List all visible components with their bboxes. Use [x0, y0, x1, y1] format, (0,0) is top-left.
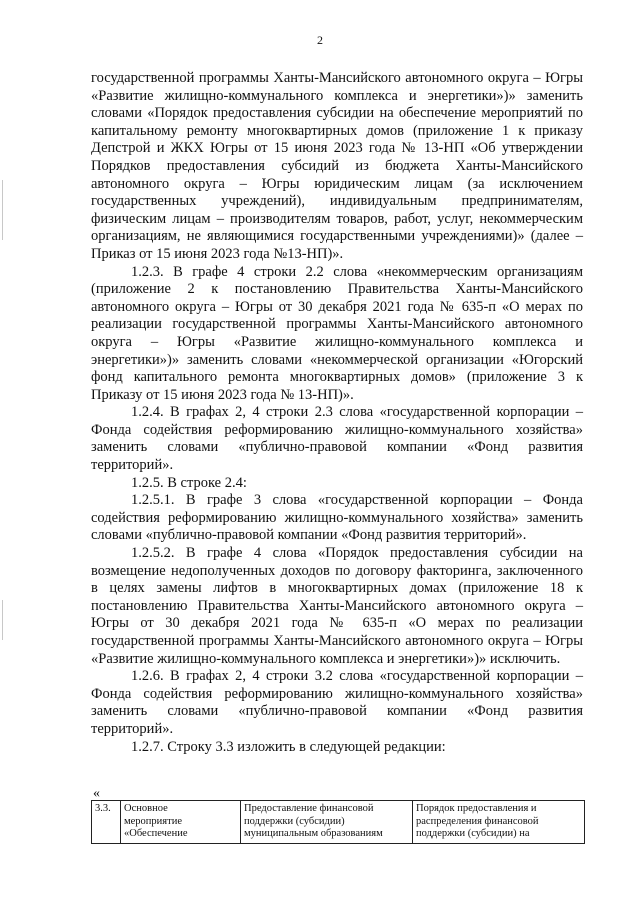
cell-line: Предоставление финансовой	[244, 803, 374, 814]
cell-line: «Обеспечение	[124, 828, 188, 839]
cell-line: Основное	[124, 803, 168, 814]
cell-line: муниципальным образованиям	[244, 828, 383, 839]
opening-quote-mark: «	[93, 786, 100, 801]
page-number: 2	[317, 33, 323, 47]
cell-line: поддержки (субсидии)	[244, 815, 345, 827]
cell-line: распределения финансовой	[416, 815, 539, 827]
paragraph-continuation: государственной программы Ханты-Мансийского автономного округа – Югры «Развитие жилищно-коммунального комплекса и энергетики»)» заменить словами «Порядок предоставления субсидии на обеспечение мероприятий по капитальному ремонту многоквартирных домов (приложение 1 к приказу Депстрой и ЖКХ Югры от 15 июня 2023 года № 13-НП «Об утверждении Порядков предоставления субсидий из бюджета Ханты-Мансийского автономного округа – Югры юридическим лицам (за исключением государственных учреждений), индивидуальным предпринимателям, физическим лицам – производителям товаров, работ, услуг, некоммерческим организациям, не являющимися государственными учреждениями)» (далее – Приказ от 15 июня 2023 года №13-НП)».	[91, 70, 583, 262]
scan-edge-mark	[2, 600, 3, 640]
paragraph-1-2-7: 1.2.7. Строку 3.3 изложить в следующей редакции:	[131, 738, 446, 755]
regulation-cell	[413, 801, 585, 844]
paragraph-1-2-5: 1.2.5. В строке 2.4:	[131, 474, 247, 491]
activity-content-cell	[241, 801, 413, 844]
cell-line: мероприятие	[124, 815, 182, 827]
table-row-3-3	[91, 800, 585, 844]
paragraph-1-2-4: 1.2.4. В графах 2, 4 строки 2.3 слова «государственной корпорации – Фонда содействия реформированию жилищно-коммунального хозяйства» заменить словами «публично-правовой компании «Фонд развития территорий».	[91, 404, 583, 474]
document-body	[91, 70, 583, 756]
activity-name-cell	[121, 801, 241, 844]
paragraph-1-2-6: 1.2.6. В графах 2, 4 строки 3.2 слова «государственной корпорации – Фонда содействия реформированию жилищно-коммунального хозяйства» заменить словами «публично-правовой компании «Фонд развития территорий».	[91, 668, 583, 737]
cell-line: Порядок предоставления и	[416, 803, 537, 814]
row-number-cell: 3.3.	[92, 801, 121, 844]
paragraph-1-2-5-2: 1.2.5.2. В графе 4 слова «Порядок предоставления субсидии на возмещение недополученных доходов по договору факторинга, заключенного в целях замены лифтов в многоквартирных домах (приложение 18 к постановлению Правительства Ханты-Мансийского автономного округа – Югры от 30 декабря 2021 года № 635-п «О мерах по реализации государственной программы Ханты-Мансийского автономного округа – Югры «Развитие жилищно-коммунального комплекса и энергетики»)» исключить.	[91, 545, 583, 667]
paragraph-1-2-3: 1.2.3. В графе 4 строки 2.2 слова «некоммерческим организациям (приложение 2 к постановлению Правительства Ханты-Мансийского автономного округа – Югры от 30 декабря 2021 года № 635-п «О мерах по реализации государственной программы Ханты-Мансийского автономного округа – Югры «Развитие жилищно-коммунального комплекса и энергетики»)» заменить словами «некоммерческой организации «Югорский фонд капитального ремонта многоквартирных домов» (приложение 3 к Приказу от 15 июня 2023 года № 13-НП)».	[91, 263, 583, 403]
paragraph-1-2-5-1: 1.2.5.1. В графе 3 слова «государственной корпорации – Фонда содействия реформированию жилищно-коммунального хозяйства» заменить словами «публично-правовой компании «Фонд развития территорий».	[91, 492, 583, 544]
table-row	[92, 801, 585, 844]
cell-line: поддержки (субсидии) на	[416, 828, 530, 839]
scan-edge-mark	[2, 180, 3, 240]
